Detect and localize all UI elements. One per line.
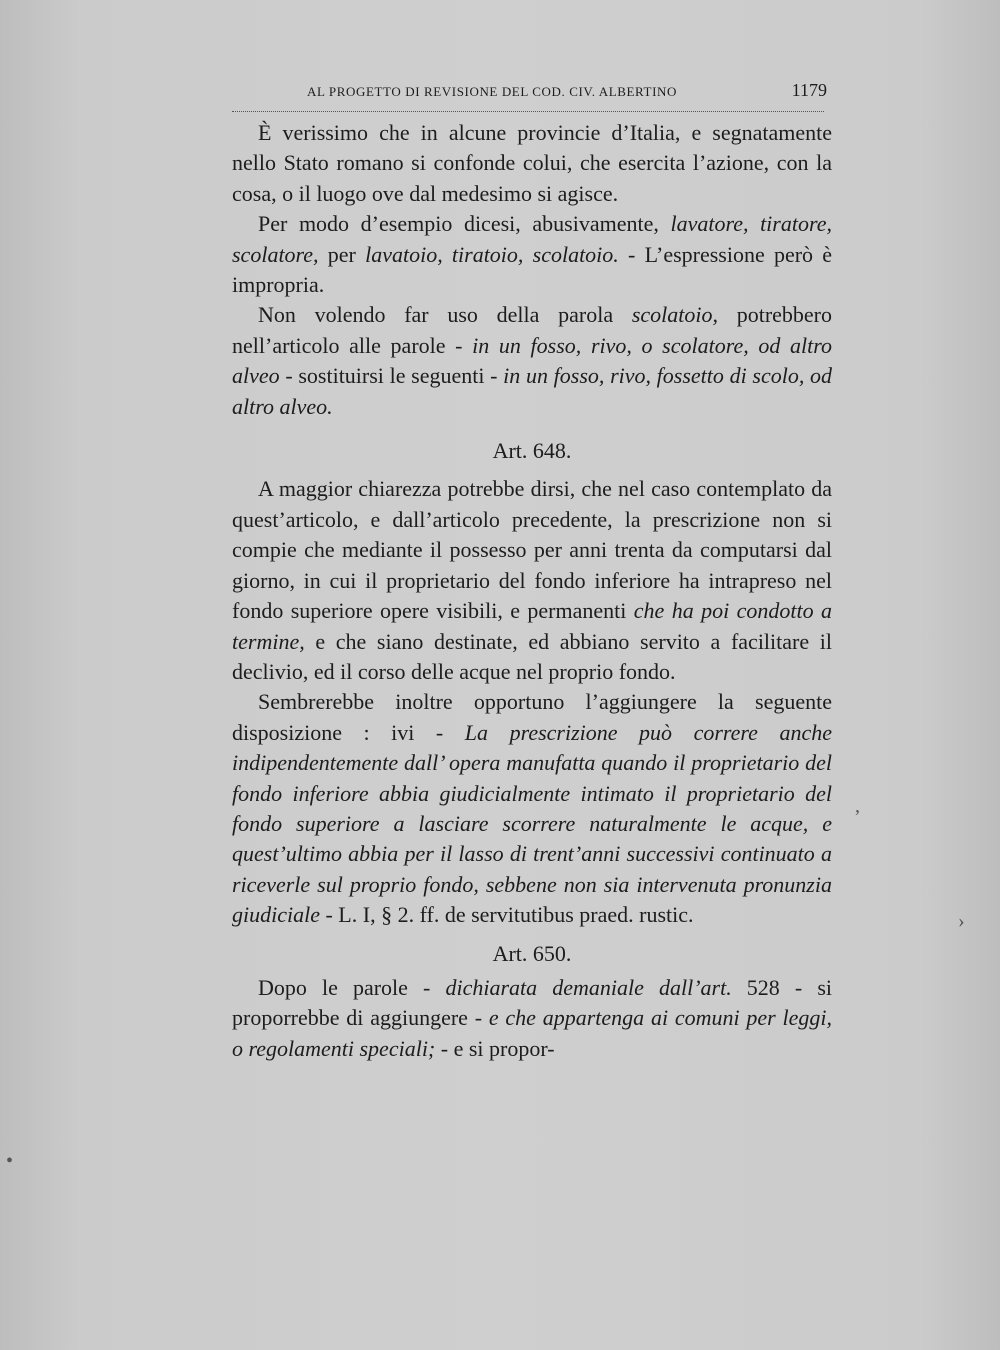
- text-run: È verissimo che in alcune provincie d’Italia, e segnatamente nello Stato romano si confonde colui, che esercita l’azione, con la cosa, o il luogo ove dal medesimo si agisce.: [232, 120, 832, 206]
- page-number: 1179: [791, 80, 827, 100]
- text-run: - e si propor-: [435, 1035, 555, 1061]
- italic-text-run: in un fosso, rivo, fossetto di scolo, od altro alveo.: [232, 363, 833, 419]
- text-run: potrebbero nell’articolo alle parole -: [232, 302, 833, 358]
- text-run: Non volendo far uso della parola: [258, 302, 632, 328]
- page-header: [307, 80, 827, 104]
- paragraph: [232, 973, 832, 1064]
- paragraph: [232, 300, 832, 422]
- text-run: Dopo le parole -: [258, 974, 446, 1000]
- article-heading-650: Art. 650.: [492, 940, 572, 966]
- paragraph: [232, 209, 832, 300]
- paragraph: [232, 118, 832, 209]
- running-title: AL PROGETTO DI REVISIONE DEL COD. CIV. ALBERTINO: [307, 84, 677, 99]
- text-run: - L’espressione però è impropria.: [232, 241, 833, 298]
- italic-text-run: dichiarata demaniale dall’art.: [445, 974, 732, 1000]
- text-run: Per modo d’esempio dicesi, abusivamente,: [258, 211, 671, 237]
- margin-mark: •: [6, 1150, 14, 1172]
- italic-text-run: lavatore, tiratore, scolatore,: [232, 211, 832, 267]
- text-run: per: [318, 241, 366, 267]
- margin-mark: ,: [855, 795, 860, 817]
- article-heading-648: Art. 648.: [492, 438, 572, 464]
- margin-mark: ›: [958, 910, 965, 932]
- text-run: Sembrerebbe inoltre opportuno l’aggiungere la seguente disposizione : ivi -: [232, 689, 832, 745]
- page-body: [232, 118, 832, 1064]
- text-run: 528 - si proporrebbe di aggiungere -: [232, 974, 833, 1031]
- header-rule: [232, 111, 824, 112]
- paragraph: [232, 687, 832, 930]
- text-run: A maggior chiarezza potrebbe dirsi, che nel caso contemplato da quest’articolo, e dall’articolo precedente, la prescrizione non si compie che mediante il possesso per anni trenta da computarsi dal giorno, in cui il proprietario del fondo inferiore ha intrapreso nel fondo superiore opere visibili, e permanenti: [232, 476, 832, 624]
- text-run: - sostituirsi le seguenti -: [279, 363, 504, 389]
- paragraph: [232, 474, 832, 687]
- text-run: e che siano destinate, ed abbiano servito a facilitare il declivio, ed il corso delle acque nel proprio fondo.: [232, 628, 832, 684]
- italic-text-run: che ha poi condotto a termine,: [232, 598, 832, 654]
- italic-text-run: La prescrizione può correre anche indipendentemente dall’ opera manufatta quando il proprietario del fondo inferiore abbia giudicialmente intimato il proprietario del fondo superiore a lasciare scorrere naturalmente le acque, e quest’ultimo abbia per il lasso di trent’anni successivi continuato a riceverle sul proprio fondo, sebbene non sia intervenuta pronunzia giudiciale: [232, 719, 832, 928]
- text-run: - L. I, § 2. ff. de servitutibus praed. rustic.: [319, 902, 694, 928]
- italic-text-run: e che appartenga ai comuni per leggi, o regolamenti speciali;: [232, 1005, 832, 1061]
- italic-text-run: lavatoio, tiratoio, scolatoio.: [365, 241, 619, 267]
- italic-text-run: scolatoio,: [631, 302, 718, 328]
- italic-text-run: in un fosso, rivo, o scolatore, od altro alveo: [232, 332, 832, 389]
